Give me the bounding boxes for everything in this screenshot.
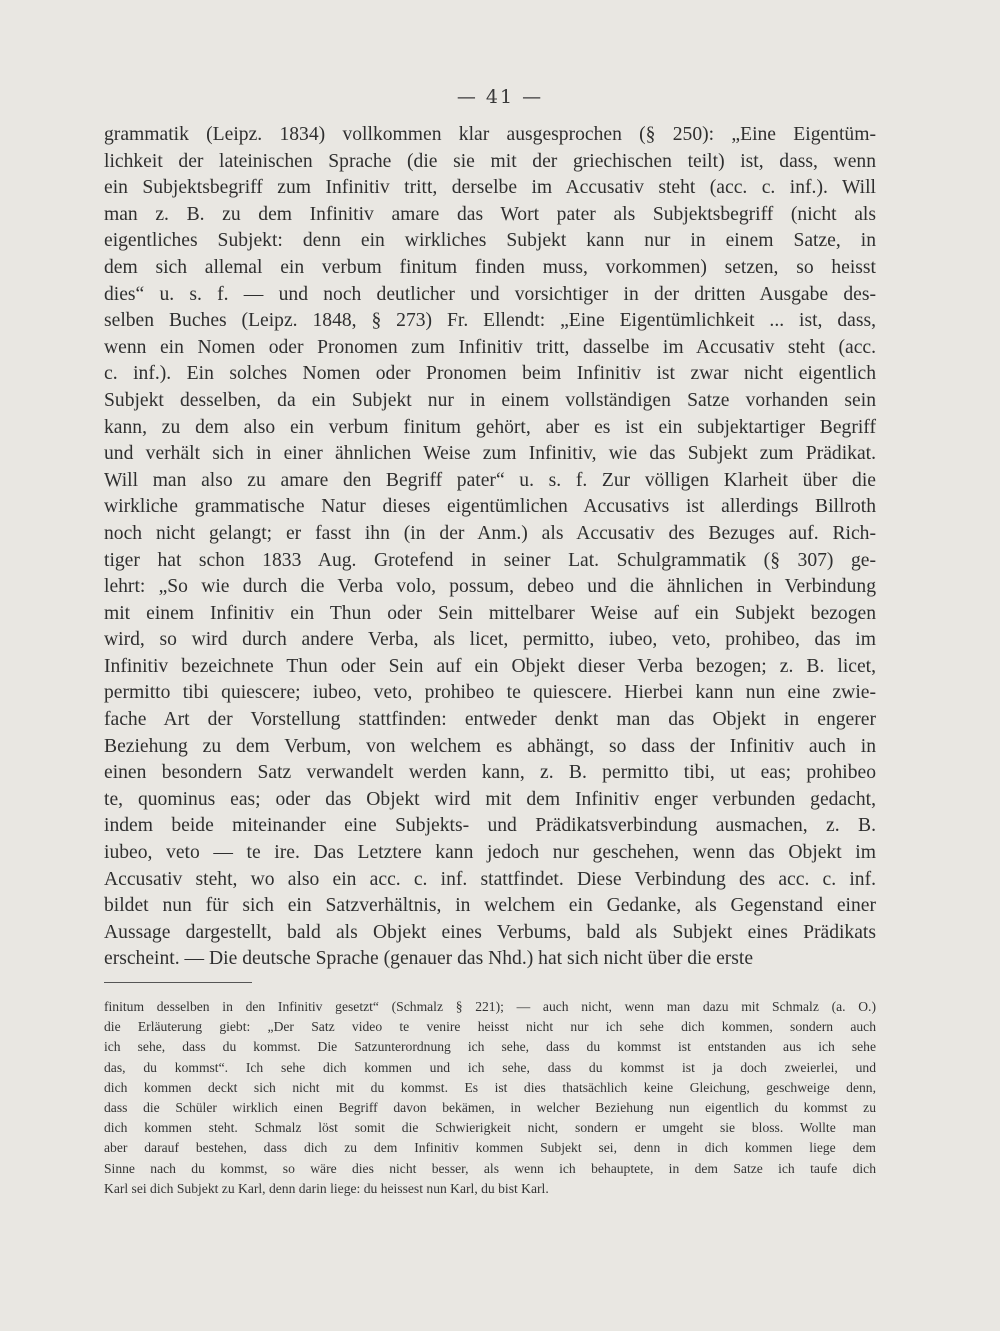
text-line: man z. B. zu dem Infinitiv amare das Wort pater als Subjektsbegriff (nicht als — [104, 203, 876, 225]
text-line: kann, zu dem also ein verbum finitum gehört, aber es ist ein subjektartiger Begriff — [104, 416, 876, 438]
footnote-line: finitum desselben in den Infinitiv gesetzt“ (Schmalz § 221); — auch nicht, wenn man dazu mit Schmalz (a. O.) — [104, 999, 876, 1014]
text-line: permitto tibi quiescere; iubeo, veto, prohibeo te quiescere. Hierbei kann nun eine zwie- — [104, 682, 876, 704]
main-text-block — [104, 122, 876, 973]
footnote-line: die Erläuterung giebt: „Der Satz video te venire heisst nicht nur ich sehe dich kommen, sondern auch — [104, 1019, 876, 1035]
footnote-line: dich kommen deckt sich nicht mit du kommst. Es ist dies thatsächlich keine Gleichung, geschweige denn, — [104, 1079, 876, 1095]
text-line: lichkeit der lateinischen Sprache (die sie mit der griechischen teilt) ist, dass, wenn — [104, 150, 876, 172]
text-line: bildet nun für sich ein Satzverhältnis, in welchem ein Gedanke, als Gegenstand einer — [104, 895, 876, 917]
text-line: erscheint. — Die deutsche Sprache (genauer das Nhd.) hat sich nicht über die erste — [104, 948, 754, 970]
text-line: grammatik (Leipz. 1834) vollkommen klar ausgesprochen (§ 250): „Eine Eigentüm- — [104, 124, 876, 145]
text-line: mit einem Infinitiv ein Thun oder Sein mittelbarer Weise auf ein Subjekt bezogen — [104, 602, 876, 624]
text-line: Accusativ steht, wo also ein acc. c. inf. stattfindet. Diese Verbindung des acc. c. inf. — [104, 868, 876, 890]
text-line: selben Buches (Leipz. 1848, § 273) Fr. Ellendt: „Eine Eigentümlichkeit ... ist, dass, — [104, 310, 876, 332]
text-line: wird, so wird durch andere Verba, als licet, permitto, iubeo, veto, prohibeo, das im — [104, 629, 876, 651]
text-line: fache Art der Vorstellung stattfinden: entweder denkt man das Objekt in engerer — [104, 709, 876, 731]
text-line: Infinitiv bezeichnete Thun oder Sein auf ein Objekt dieser Verba bezogen; z. B. licet, — [104, 655, 876, 677]
text-line: wirkliche grammatische Natur dieses eigentümlichen Accusativs ist allerdings Billroth — [104, 496, 876, 518]
footnote-line: dich kommen steht. Schmalz löst somit die Schwierigkeit nicht, sondern er umgeht sie bloss. Wollte man — [104, 1120, 876, 1136]
text-line: dem sich allemal ein verbum finitum finden muss, vorkommen) setzen, so heisst — [104, 256, 876, 278]
footnote-line: Sinne nach du kommst, so wäre dies nicht besser, als wenn ich behauptete, in dem Satze ich taufe dich — [104, 1160, 876, 1176]
text-line: Aussage dargestellt, bald als Objekt eines Verbums, bald als Subjekt eines Prädikats — [104, 921, 876, 943]
text-line: tiger hat schon 1833 Aug. Grotefend in seiner Lat. Schulgrammatik (§ 307) ge- — [104, 549, 876, 571]
text-line: iubeo, veto — te ire. Das Letztere kann jedoch nur geschehen, wenn das Objekt im — [104, 842, 876, 864]
text-line: lehrt: „So wie durch die Verba volo, possum, debeo und die ähnlichen in Verbindung — [104, 576, 876, 598]
text-line: einen besondern Satz verwandelt werden kann, z. B. permitto tibi, ut eas; prohibeo — [104, 762, 876, 784]
text-line: te, quominus eas; oder das Objekt wird mit dem Infinitiv enger verbunden gedacht, — [104, 788, 876, 810]
text-line: c. inf.). Ein solches Nomen oder Pronomen beim Infinitiv ist zwar nicht eigentlich — [104, 363, 876, 385]
footnote-line: ich sehe, dass du kommst. Die Satzunterordnung ich sehe, dass du kommst ist entstanden aus ich sehe — [104, 1039, 876, 1055]
footnote-line: das, du kommst“. Ich sehe dich kommen und ich sehe, dass du kommst ist ja doch zweierlei, und — [104, 1059, 876, 1075]
footnote-separator — [104, 982, 252, 983]
text-line: indem beide miteinander eine Subjekts- und Prädikatsverbindung ausmachen, z. B. — [104, 815, 876, 837]
text-line: Beziehung zu dem Verbum, von welchem es abhängt, so dass der Infinitiv auch in — [104, 735, 876, 757]
footnote-line: Karl sei dich Subjekt zu Karl, denn darin liege: du heissest nun Karl, du bist Karl. — [104, 1180, 549, 1196]
page-number: — 41 — — [456, 86, 544, 108]
text-line: Will man also zu amare den Begriff pater“ u. s. f. Zur völligen Klarheit über die — [104, 469, 876, 491]
footnote-line: dass die Schüler wirklich einen Begriff davon bekämen, in welcher Beziehung nun eigentlich du kommst zu — [104, 1100, 876, 1116]
text-line: ein Subjektsbegriff zum Infinitiv tritt, derselbe im Accusativ steht (acc. c. inf.). Will — [104, 177, 876, 199]
text-line: noch nicht gelangt; er fasst ihn (in der Anm.) als Accusativ des Bezuges auf. Rich- — [104, 522, 876, 544]
text-line: dies“ u. s. f. — und noch deutlicher und vorsichtiger in der dritten Ausgabe des- — [104, 283, 876, 305]
text-line: und verhält sich in einer ähnlichen Weise zum Infinitiv, wie das Subjekt zum Prädikat. — [104, 443, 876, 465]
footnote-block — [104, 997, 876, 1199]
text-line: eigentliches Subjekt: denn ein wirkliches Subjekt kann nur in einem Satze, in — [104, 230, 876, 252]
footnote-line: aber darauf bestehen, dass dich zu dem Infinitiv kommen Subjekt sei, denn in dich kommen liege dem — [104, 1140, 876, 1156]
text-line: Subjekt desselben, da ein Subjekt nur in einem vollständigen Satze vorhanden sein — [104, 389, 876, 411]
text-line: wenn ein Nomen oder Pronomen zum Infinitiv tritt, dasselbe im Accusativ steht (acc. — [104, 336, 876, 358]
